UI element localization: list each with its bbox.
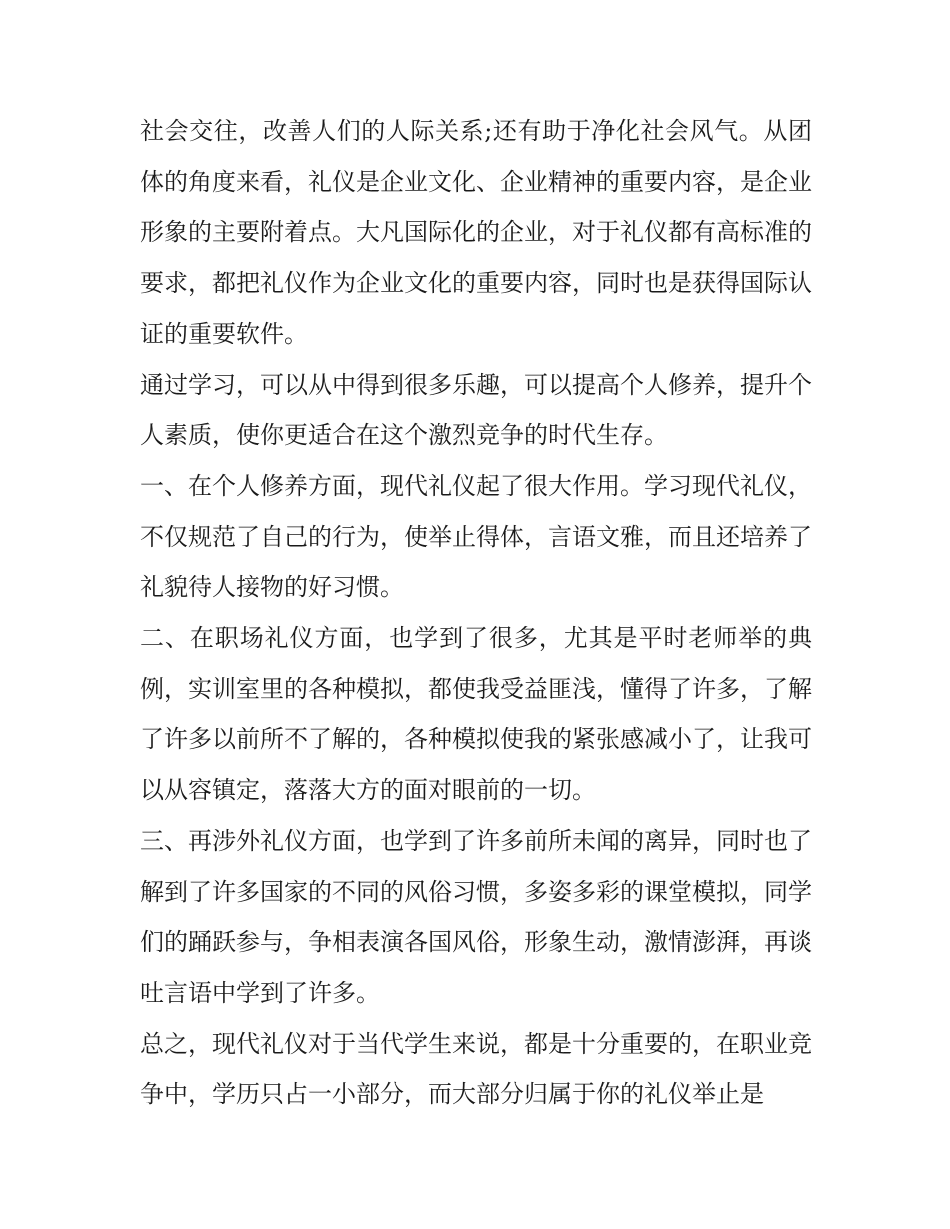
paragraph-conclusion: 总之，现代礼仪对于当代学生来说，都是十分重要的，在职业竞争中，学历只占一小部分，而大部分归属于你的礼仪举止是 bbox=[140, 1029, 812, 1109]
document-body bbox=[140, 106, 812, 1120]
paragraph-personal-cultivation: 一、在个人修养方面，现代礼仪起了很大作用。学习现代礼仪，不仅规范了自己的行为，使举止得体，言语文雅，而且还培养了礼貌待人接物的好习惯。 bbox=[140, 471, 812, 602]
paragraph-foreign-etiquette: 三、再涉外礼仪方面，也学到了许多前所未闻的离异，同时也了解到了许多国家的不同的风俗习惯，多姿多彩的课堂模拟，同学们的踊跃参与，争相表演各国风俗，形象生动，激情澎湃，再谈吐言语中学到了许多。 bbox=[140, 826, 812, 1007]
paragraph-learning-benefits: 通过学习，可以从中得到很多乐趣，可以提高个人修养，提升个人素质，使你更适合在这个激烈竞争的时代生存。 bbox=[140, 370, 812, 450]
paragraph-workplace-etiquette: 二、在职场礼仪方面，也学到了很多，尤其是平时老师举的典例，实训室里的各种模拟，都使我受益匪浅，懂得了许多，了解了许多以前所不了解的，各种模拟使我的紧张感减小了，让我可以从容镇定，落落大方的面对眼前的一切。 bbox=[140, 624, 812, 805]
paragraph-social-intro: 社会交往，改善人们的人际关系;还有助于净化社会风气。从团体的角度来看，礼仪是企业文化、企业精神的重要内容，是企业形象的主要附着点。大凡国际化的企业，对于礼仪都有高标准的要求，都把礼仪作为企业文化的重要内容，同时也是获得国际认证的重要软件。 bbox=[140, 117, 812, 348]
